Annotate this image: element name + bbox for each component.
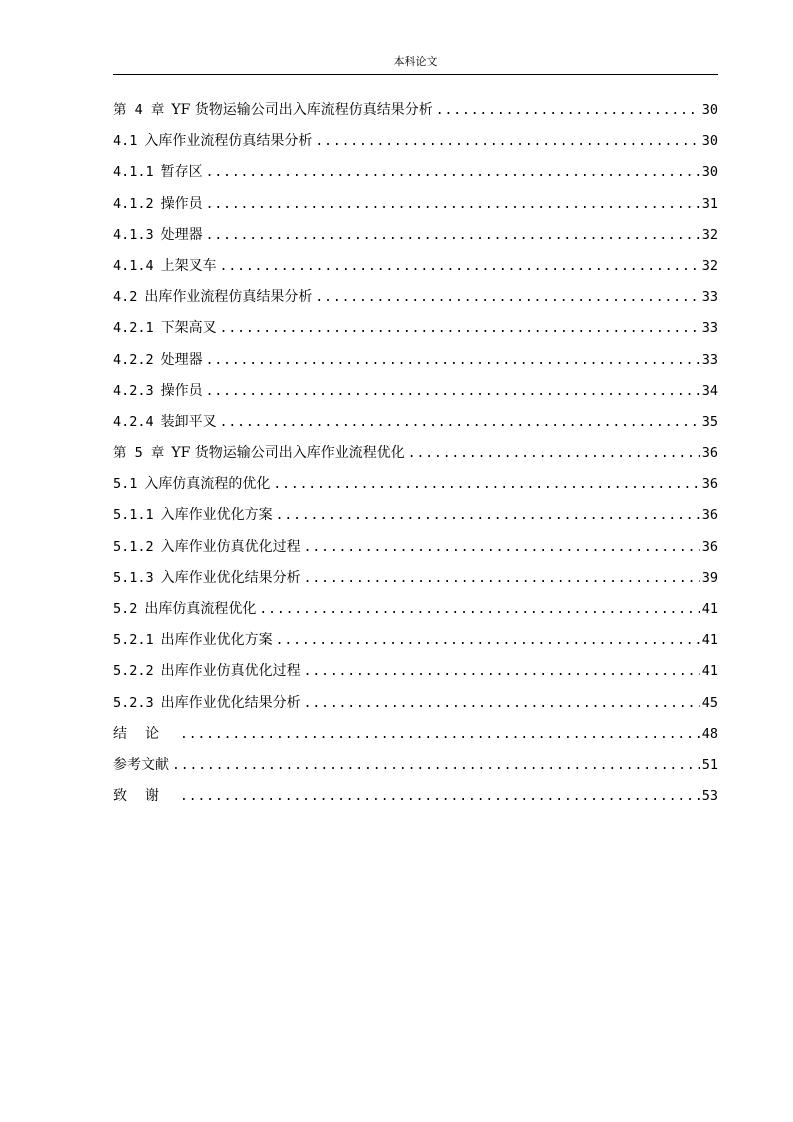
- toc-entry[interactable]: [113, 597, 718, 628]
- toc-entry-title: 入库作业优化方案: [160, 507, 273, 524]
- toc-entry-label: [113, 566, 301, 590]
- toc-entry-page: 35: [701, 413, 718, 430]
- toc-entry-label: [113, 285, 312, 309]
- toc-entry-label: [113, 597, 256, 621]
- toc-entry[interactable]: [113, 379, 718, 410]
- toc-entry[interactable]: [113, 285, 718, 316]
- toc-entry-title: 入库作业流程仿真结果分析: [144, 133, 313, 150]
- toc-entry-number: 4.1.4: [113, 257, 154, 274]
- toc-entry[interactable]: [113, 503, 718, 534]
- toc-entry-title: 操作员: [160, 195, 203, 212]
- toc-entry-page: 34: [701, 382, 718, 399]
- toc-leader-dots: [304, 567, 700, 591]
- toc-entry[interactable]: [113, 254, 718, 285]
- toc-leader-dots: [315, 130, 699, 154]
- toc-entry-title: 入库作业优化结果分析: [160, 569, 301, 586]
- toc-entry-number: 4.2.3: [113, 382, 154, 399]
- toc-entry-page: 53: [701, 788, 718, 805]
- toc-entry-label: [113, 192, 203, 216]
- toc-entry-number: 4.1.2: [113, 195, 154, 212]
- toc-entry-number: 5.2: [113, 601, 138, 617]
- toc-entry-title: 入库作业仿真优化过程: [160, 538, 301, 555]
- toc-entry-number: 4.2.4: [113, 413, 154, 430]
- toc-entry-page: 31: [701, 195, 718, 212]
- toc-entry-label: [113, 753, 169, 777]
- toc-entry[interactable]: [113, 535, 718, 566]
- toc-entry-page: 36: [701, 538, 718, 555]
- toc-entry-label: [113, 98, 433, 122]
- toc-entry-page: 45: [701, 694, 718, 711]
- toc-entry-title: 参考文献: [113, 756, 169, 773]
- toc-leader-dots: [436, 99, 700, 123]
- toc-entry-title: 上架叉车: [160, 257, 217, 274]
- toc-entry-number: 5.1.2: [113, 538, 154, 555]
- toc-leader-dots: [276, 629, 700, 653]
- toc-leader-dots: [180, 785, 700, 809]
- toc-entry-title: 出库作业优化结果分析: [160, 694, 301, 711]
- toc-leader-dots: [304, 692, 700, 716]
- toc-entry[interactable]: [113, 160, 718, 191]
- toc-entry-title: 操作员: [160, 382, 203, 399]
- toc-entry-page: 51: [701, 756, 718, 773]
- toc-leader-dots: [259, 598, 699, 622]
- toc-leader-dots: [276, 504, 700, 528]
- toc-leader-dots: [273, 473, 699, 497]
- toc-entry-number: 4.2: [113, 289, 138, 306]
- toc-entry-page: 36: [701, 476, 718, 493]
- toc-entry-title: 处理器: [160, 351, 203, 368]
- toc-entry-page: 33: [701, 289, 718, 306]
- toc-entry-page: 39: [701, 569, 718, 586]
- toc-entry-page: 32: [701, 226, 718, 243]
- toc-leader-dots: [206, 161, 700, 185]
- toc-entry-label: [113, 441, 405, 465]
- toc-entry-page: 36: [701, 507, 718, 524]
- toc-entry-title: 致谢: [113, 788, 177, 805]
- toc-entry-number: 第 4 章: [113, 102, 165, 118]
- toc-leader-dots: [304, 536, 700, 560]
- toc-entry-label: [113, 160, 203, 184]
- toc-entry-label: [113, 129, 312, 153]
- toc-entry-label: [113, 535, 301, 559]
- toc-entry-page: 41: [701, 663, 718, 680]
- toc-entry-number: 4.2.1: [113, 320, 154, 337]
- toc-entry-label: [113, 722, 177, 746]
- toc-entry-label: [113, 659, 301, 683]
- toc-entry[interactable]: [113, 659, 718, 690]
- toc-entry[interactable]: [113, 722, 718, 753]
- toc-entry-number: 5.1.1: [113, 507, 154, 524]
- toc-entry-title: YF 货物运输公司出入库流程仿真结果分析: [171, 102, 433, 118]
- toc-leader-dots: [206, 349, 700, 373]
- toc-entry-page: 41: [701, 632, 718, 649]
- toc-entry-label: [113, 379, 203, 403]
- toc-entry[interactable]: [113, 316, 718, 347]
- toc-entry-label: [113, 472, 270, 496]
- toc-entry-title: 结论: [113, 725, 177, 742]
- toc-leader-dots: [304, 660, 700, 684]
- toc-entry-title: 入库仿真流程的优化: [144, 476, 271, 493]
- toc-entry[interactable]: [113, 628, 718, 659]
- toc-entry-number: 5.1.3: [113, 569, 154, 586]
- toc-leader-dots: [206, 224, 700, 248]
- toc-entry-title: 暂存区: [160, 164, 203, 181]
- toc-entry-title: YF 货物运输公司出入库作业流程优化: [171, 445, 405, 462]
- toc-entry-title: 出库作业流程仿真结果分析: [144, 289, 313, 306]
- toc-entry-page: 33: [701, 320, 718, 337]
- header-title: 本科论文: [393, 55, 438, 68]
- toc-entry[interactable]: [113, 410, 718, 441]
- toc-entry[interactable]: [113, 223, 718, 254]
- toc-entry-label: [113, 784, 177, 808]
- toc-entry-title: 下架高叉: [160, 320, 217, 337]
- toc-entry-label: [113, 503, 273, 527]
- toc-entry-page: 30: [701, 102, 718, 118]
- toc-leader-dots: [206, 380, 700, 404]
- toc-entry[interactable]: [113, 348, 718, 379]
- toc-entry-label: [113, 691, 301, 715]
- toc-leader-dots: [220, 255, 700, 279]
- toc-entry-label: [113, 628, 273, 652]
- toc-entry[interactable]: [113, 691, 718, 722]
- toc-entry-label: [113, 348, 203, 372]
- toc-entry-label: [113, 316, 217, 340]
- toc-entry[interactable]: [113, 192, 718, 223]
- toc-entry-number: 5.2.1: [113, 632, 154, 649]
- toc-entry-page: 48: [701, 725, 718, 742]
- toc-entry-number: 4.1.3: [113, 226, 154, 243]
- toc-entry-number: 4.1.1: [113, 164, 154, 181]
- toc-entry-page: 33: [701, 351, 718, 368]
- toc-entry[interactable]: [113, 472, 718, 503]
- toc-entry-title: 出库作业仿真优化过程: [160, 663, 301, 680]
- toc-entry-page: 41: [701, 601, 718, 617]
- toc-leader-dots: [172, 754, 700, 778]
- toc-entry-page: 30: [701, 133, 718, 150]
- toc-leader-dots: [206, 193, 700, 217]
- toc-entry-number: 5.2.2: [113, 663, 154, 680]
- toc-entry-page: 36: [701, 445, 718, 462]
- toc-entry-page: 32: [701, 257, 718, 274]
- toc-entry-number: 5.2.3: [113, 694, 154, 711]
- toc-entry-label: [113, 254, 217, 278]
- toc-entry-number: 4.2.2: [113, 351, 154, 368]
- page-header: [113, 54, 718, 75]
- toc-entry-title: 装卸平叉: [160, 413, 217, 430]
- toc-leader-dots: [220, 411, 700, 435]
- toc-entry-title: 出库作业优化方案: [160, 632, 273, 649]
- toc-leader-dots: [220, 317, 700, 341]
- toc-entry[interactable]: [113, 98, 718, 129]
- toc-entry[interactable]: [113, 129, 718, 160]
- toc-entry-label: [113, 223, 203, 247]
- table-of-contents: [113, 98, 718, 815]
- toc-entry[interactable]: [113, 566, 718, 597]
- toc-entry-label: [113, 410, 217, 434]
- toc-entry-number: 5.1: [113, 476, 138, 493]
- toc-leader-dots: [408, 442, 700, 466]
- toc-leader-dots: [315, 286, 699, 310]
- toc-entry[interactable]: [113, 441, 718, 472]
- toc-entry[interactable]: [113, 784, 718, 815]
- toc-entry-title: 处理器: [160, 226, 203, 243]
- toc-entry[interactable]: [113, 753, 718, 784]
- toc-leader-dots: [180, 723, 700, 747]
- toc-entry-number: 第 5 章: [113, 445, 165, 462]
- toc-entry-number: 4.1: [113, 133, 138, 150]
- toc-entry-title: 出库仿真流程优化: [144, 601, 257, 617]
- toc-entry-page: 30: [701, 164, 718, 181]
